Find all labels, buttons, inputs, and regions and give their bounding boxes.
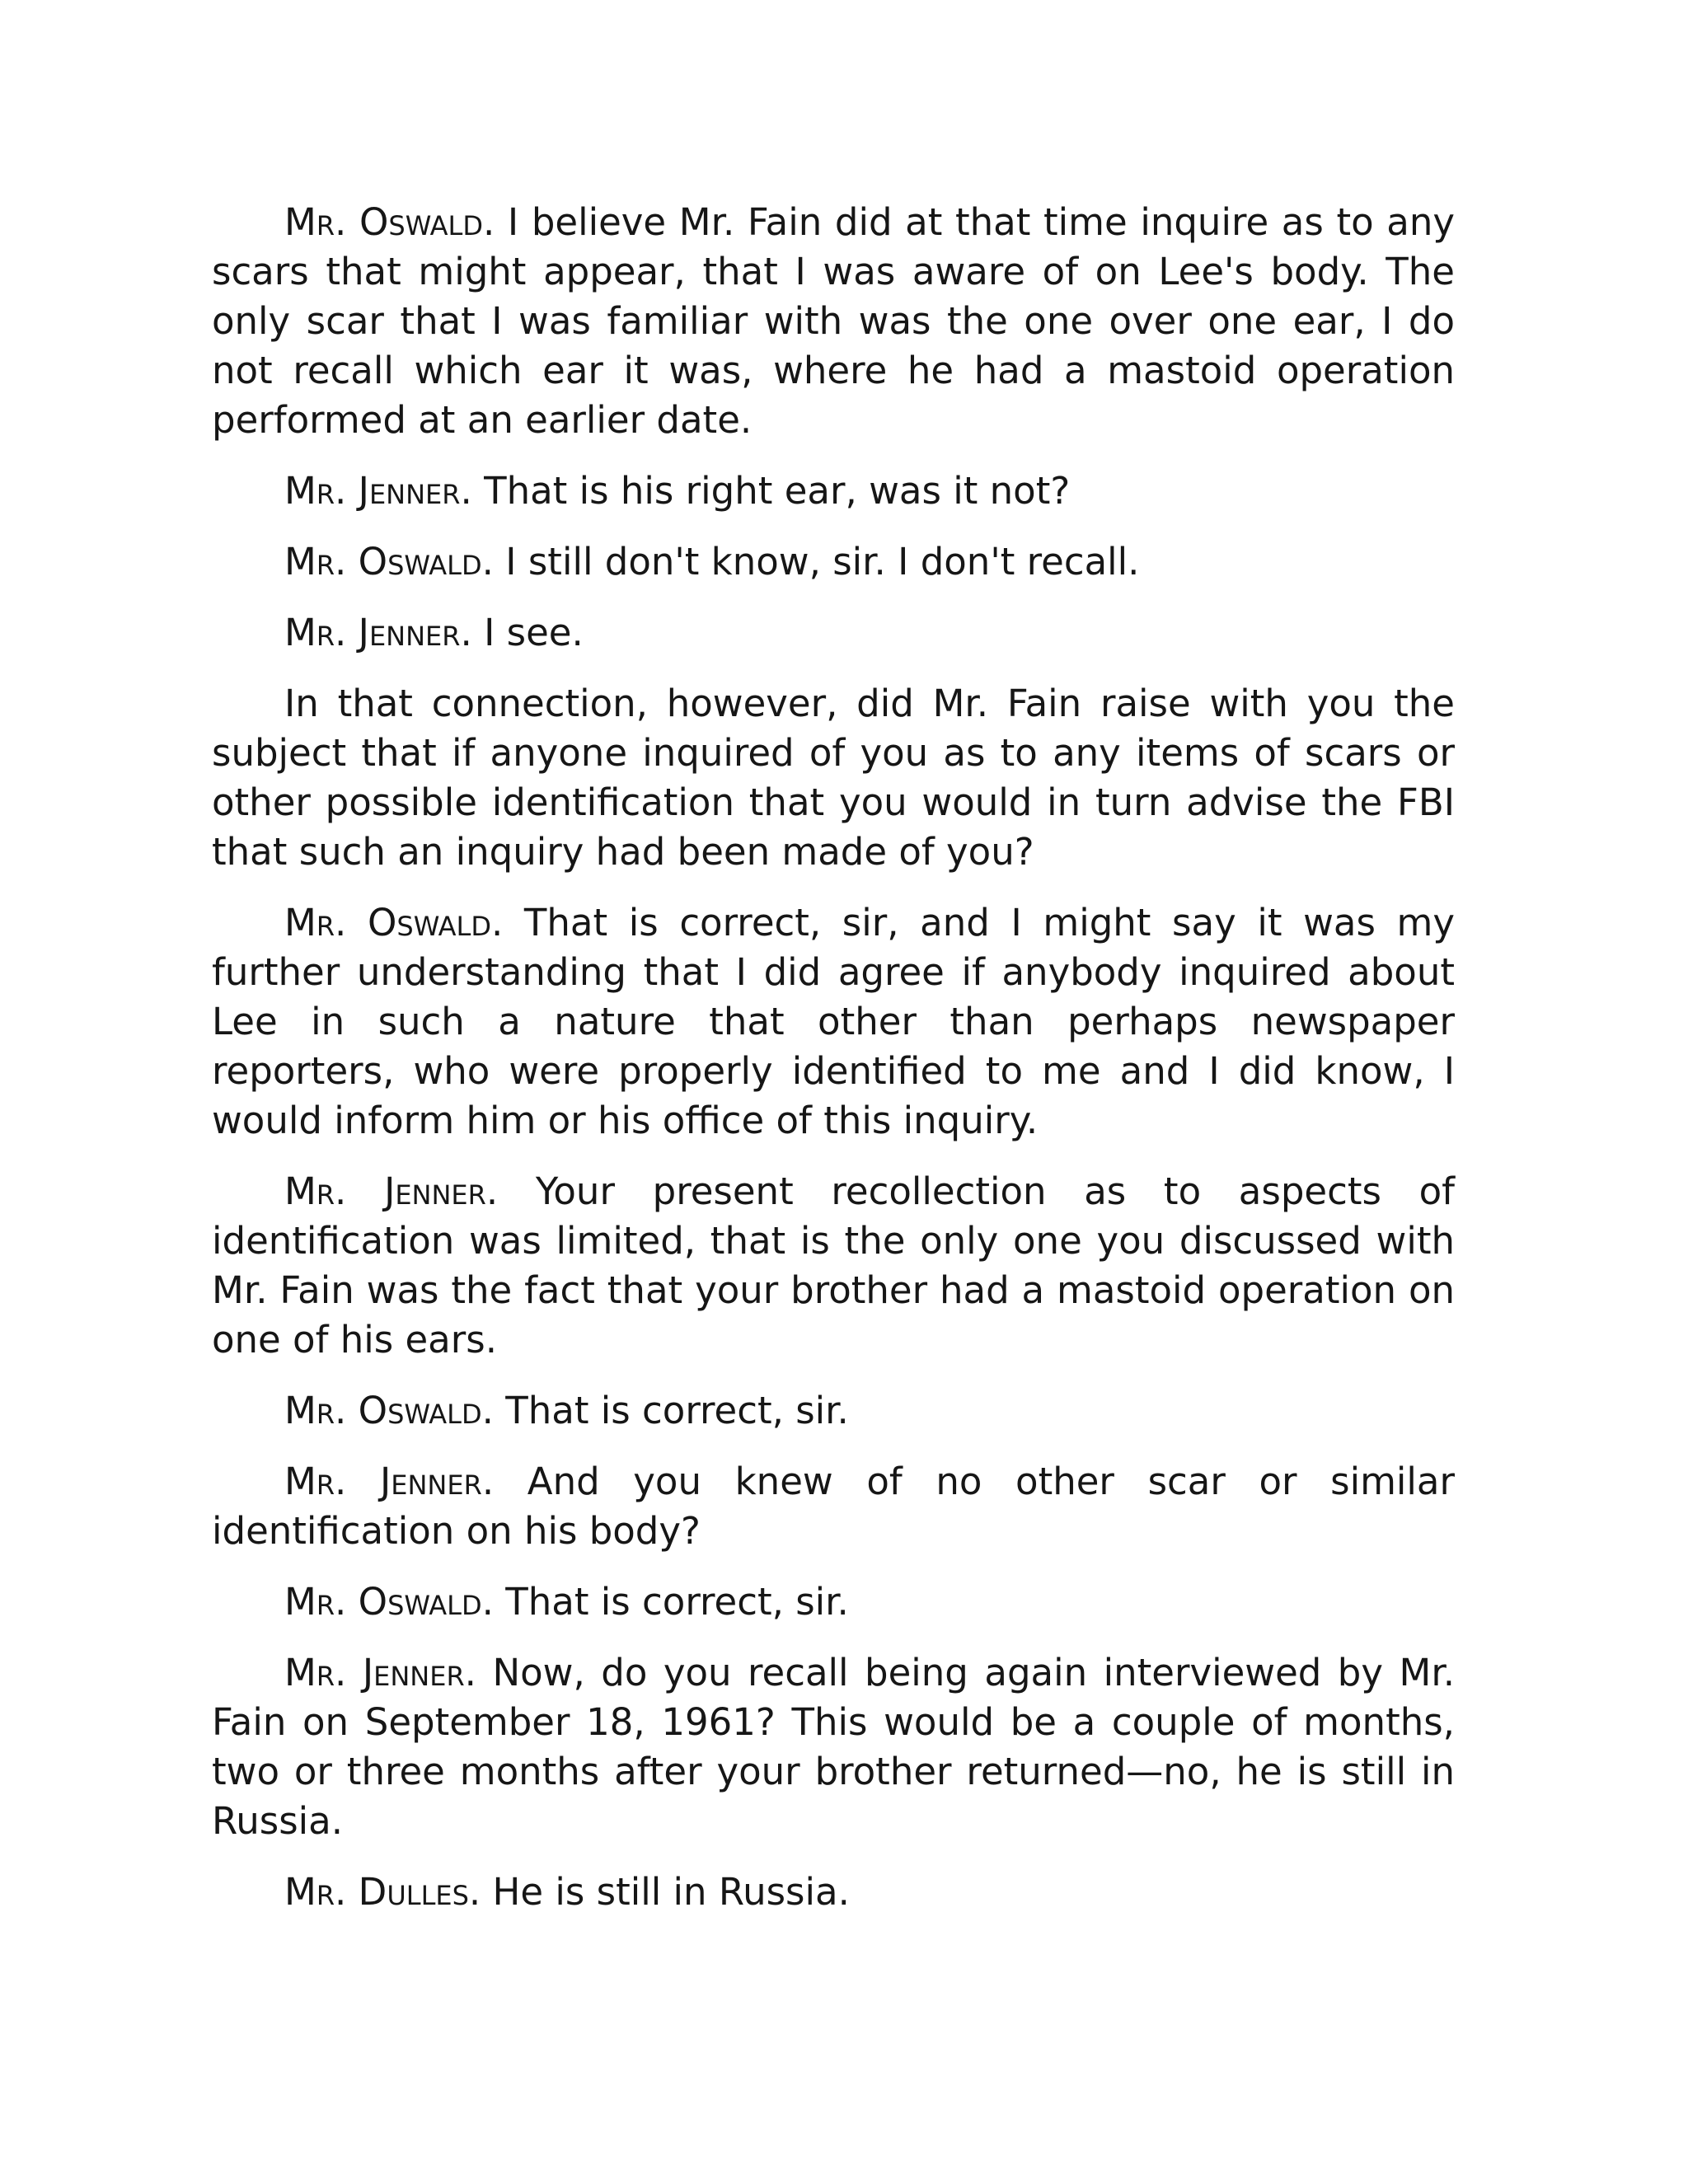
speaker-name: Mr. Jenner. <box>284 1169 499 1213</box>
transcript-paragraph <box>212 679 1455 877</box>
paragraph-text: That is correct, sir. <box>493 1580 849 1624</box>
transcript-paragraph <box>212 1577 1455 1627</box>
paragraph-text: And you knew of no other scar or similar identification on his body? <box>212 1460 1456 1553</box>
speaker-name: Mr. Jenner. <box>284 469 472 513</box>
speaker-name: Mr. Jenner. <box>284 1651 476 1694</box>
speaker-name: Mr. Oswald. <box>284 901 504 944</box>
transcript-paragraph <box>212 1167 1455 1365</box>
paragraph-text: In that connection, however, did Mr. Fain raise with you the subject that if anyone inquired of you as to any items of scars or other possible identification that you would in turn advise the FBI that such an inquiry had been made of you? <box>212 682 1455 874</box>
transcript-paragraph <box>212 1648 1455 1846</box>
paragraph-text: I believe Mr. Fain did at that time inquire as to any scars that might appear, that I was aware of on Lee's body. The only scar that I was familiar with was the one over one ear, I do not recall which ear it was, where he had a mastoid operation performed at an earlier date. <box>212 200 1455 442</box>
speaker-name: Mr. Dulles. <box>284 1870 481 1914</box>
transcript-paragraph <box>212 898 1455 1146</box>
transcript-paragraph <box>212 1457 1455 1556</box>
transcript-paragraph <box>212 198 1455 445</box>
speaker-name: Mr. Jenner. <box>284 1460 495 1503</box>
paragraph-text: He is still in Russia. <box>481 1870 850 1914</box>
paragraph-text: I see. <box>471 611 584 654</box>
transcript-paragraph <box>212 608 1455 658</box>
transcript-paragraph <box>212 537 1455 587</box>
speaker-name: Mr. Oswald. <box>284 1389 494 1432</box>
paragraph-text: Now, do you recall being again interviewed by Mr. Fain on September 18, 1961? This would be a couple of months, two or three months after your brother returned—no, he is still in Russia. <box>212 1651 1455 1843</box>
paragraph-text: That is his right ear, was it not? <box>471 469 1071 513</box>
paragraph-text: I still don't know, sir. I don't recall. <box>493 540 1140 583</box>
speaker-name: Mr. Oswald. <box>284 540 494 583</box>
paragraph-text: That is correct, sir, and I might say it was my further understanding that I did agree if anybody inquired about Lee in such a nature that other than perhaps newspaper reporters, who were properly identified to me and I did know, I would inform him or his office of this inquiry. <box>212 901 1455 1142</box>
transcript-paragraph <box>212 1386 1455 1436</box>
speaker-name: Mr. Oswald. <box>284 200 495 244</box>
transcript-page <box>212 198 1455 1938</box>
speaker-name: Mr. Jenner. <box>284 611 472 654</box>
paragraph-text: That is correct, sir. <box>493 1389 849 1432</box>
paragraph-text: Your present recollection as to aspects of identification was limited, that is the only one you discussed with Mr. Fain was the fact that your brother had a mastoid operation on one of his ears. <box>212 1169 1455 1361</box>
transcript-paragraph <box>212 1868 1455 1917</box>
speaker-name: Mr. Oswald. <box>284 1580 494 1624</box>
transcript-paragraph <box>212 466 1455 516</box>
